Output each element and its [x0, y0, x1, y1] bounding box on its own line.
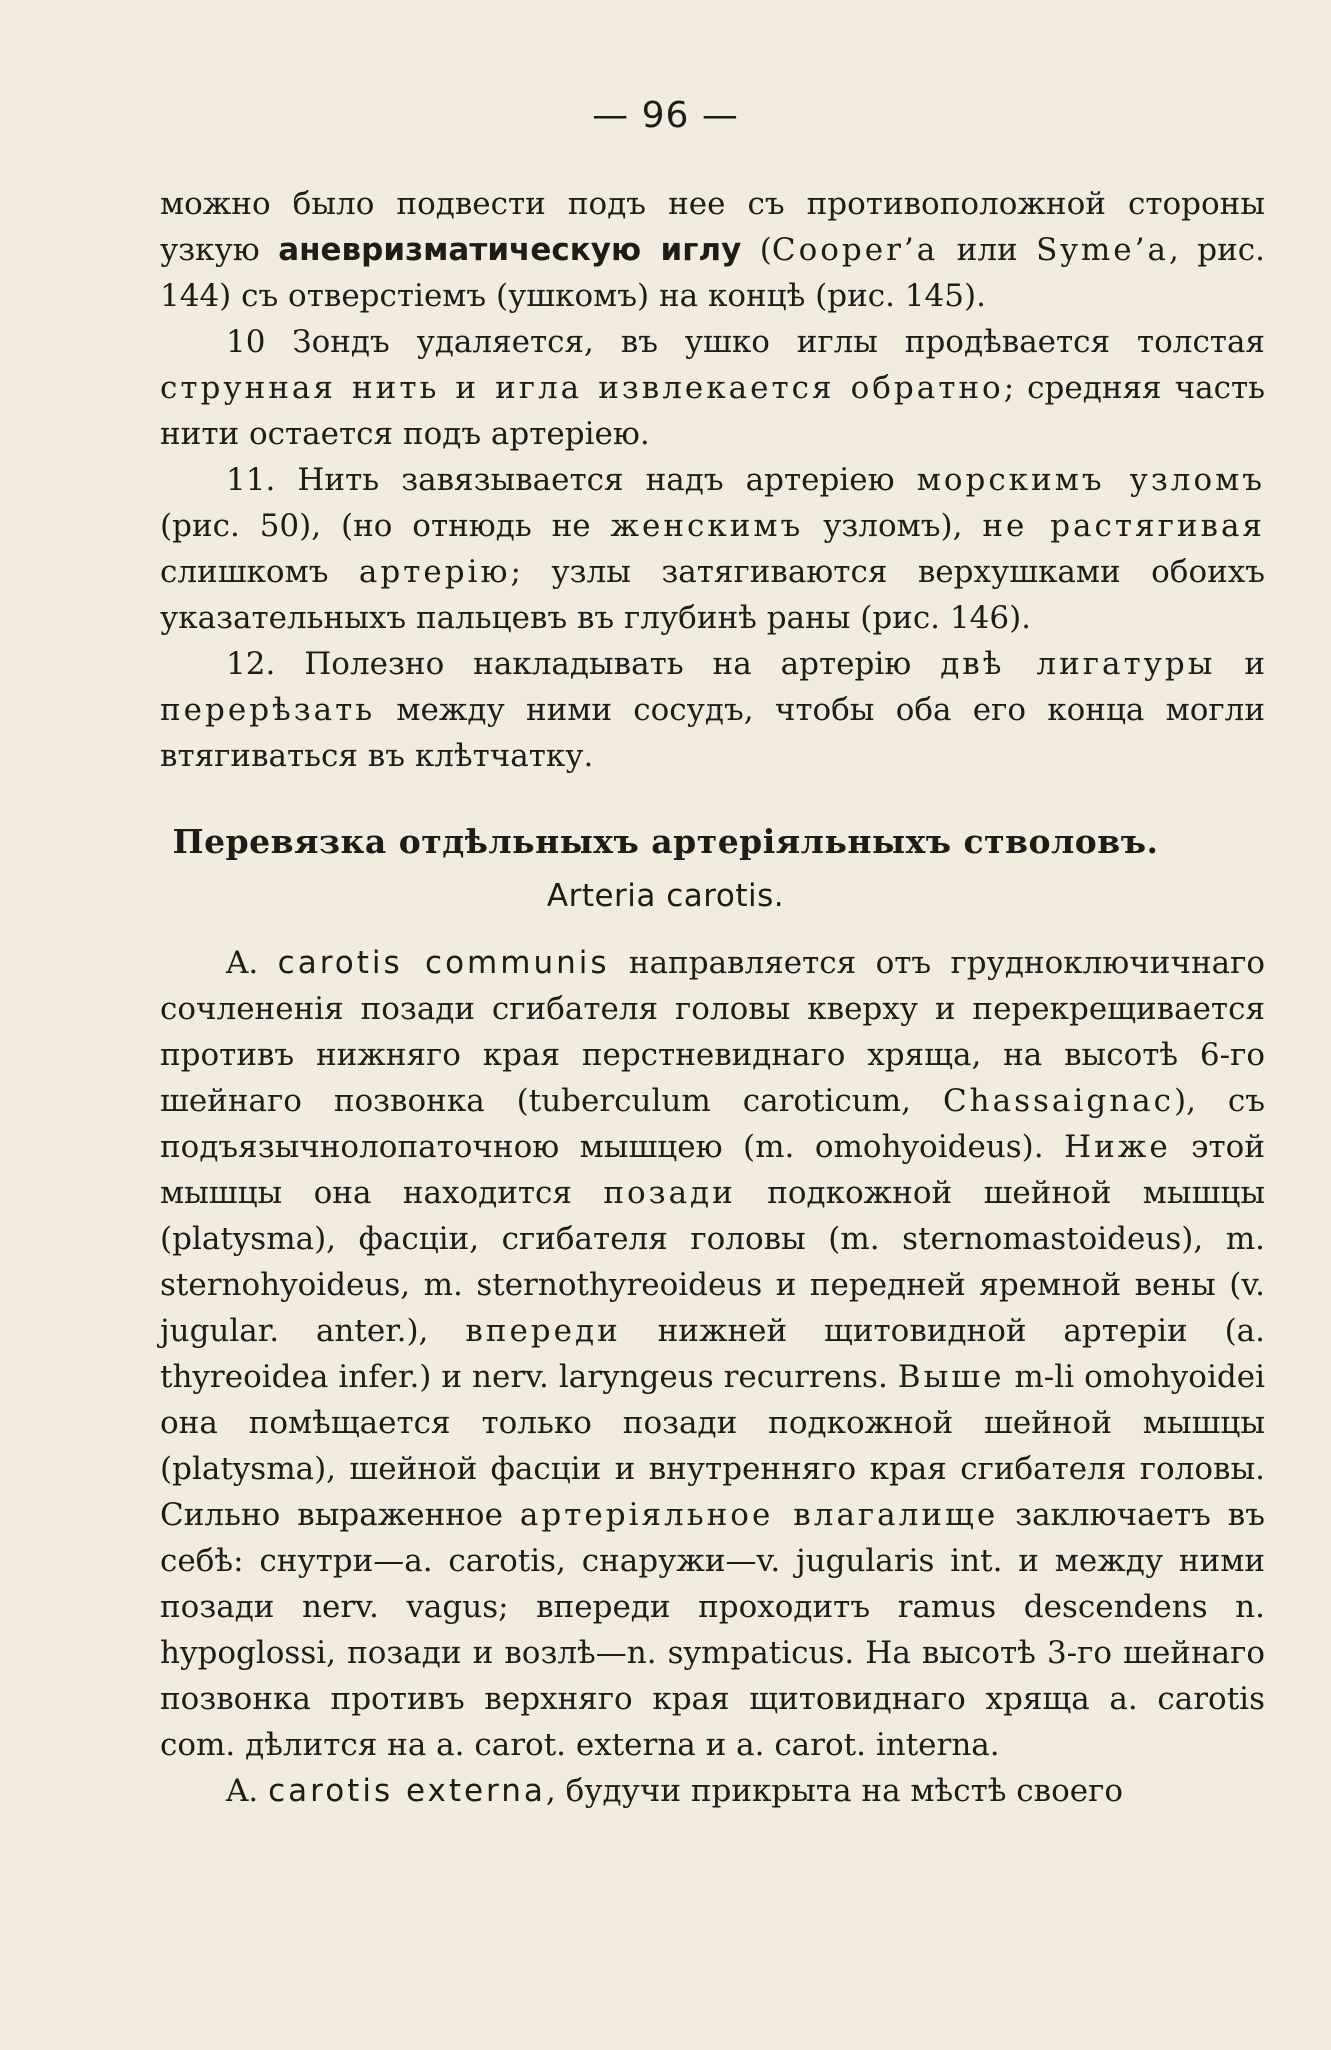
- text-segment-spaced: carotis externa: [268, 1773, 546, 1809]
- paragraph-carotis-communis: [160, 940, 1265, 1768]
- page-number: — 96 —: [592, 95, 739, 136]
- paragraph-needle: [160, 181, 1265, 319]
- text-segment: между ними сосудъ, чтобы оба его конца могли втягиваться въ клѣтчатку.: [160, 692, 1265, 774]
- text-segment-spaced: позади: [603, 1175, 736, 1211]
- text-segment: узломъ),: [803, 508, 983, 544]
- text-segment-spaced: струнная нить и игла извлекается обратно: [160, 370, 1004, 406]
- text-segment: 12. Полезно накладывать на артерію: [226, 646, 941, 682]
- text-segment: ; средняя часть нити остается подъ артеріею.: [160, 370, 1266, 452]
- text-segment: (: [741, 232, 772, 268]
- text-segment: этой мышцы она находится: [160, 1129, 1265, 1211]
- text-segment-spaced: двѣ лигатуры: [940, 646, 1216, 682]
- text-segment: и: [1215, 646, 1266, 682]
- paragraph-step-11: [160, 457, 1265, 641]
- text-segment-spaced: перерѣзать: [160, 692, 376, 728]
- text-segment: m-li omohyoidei она помѣщается только позади подкожной шейной мышцы (platysma), шейной фасціи и внутренняго края сгибателя головы. Сильно выраженное: [160, 1359, 1265, 1533]
- text-segment: можно было подвести подъ нее съ противоположной стороны узкую: [160, 186, 1265, 268]
- paragraph-step-10: [160, 319, 1265, 457]
- text-segment: ; узлы затягиваются верхушками обоихъ указательныхъ пальцевъ въ глубинѣ раны (рис. 146).: [160, 554, 1265, 636]
- text-segment: A.: [226, 1773, 269, 1809]
- text-segment: 10 Зондъ удаляется, въ ушко иглы продѣвается толстая: [226, 324, 1265, 360]
- text-segment-spaced: carotis communis: [277, 945, 610, 981]
- text-segment: слишкомъ: [160, 554, 359, 590]
- text-segment: заключаетъ въ себѣ: снутри—a. carotis, снаружи—v. jugularis int. и между ними позади nerv. vagus; впереди проходитъ ramus descendens n. hypoglossi, позади и возлѣ—n. sympaticus. На высотѣ 3-го шейнаго позвонка противъ верхняго края щитовиднаго хряща a. carotis com. дѣлится на a. carot. externa и a. carot. interna.: [160, 1497, 1265, 1763]
- text-segment-spaced: Syme’a: [1036, 232, 1169, 268]
- text-segment-spaced: Chassaignac: [942, 1083, 1174, 1119]
- text-segment-spaced: впереди: [465, 1313, 621, 1349]
- text-segment-spaced: артерію: [358, 554, 511, 590]
- paragraph-carotis-externa: [160, 1768, 1265, 1814]
- text-segment-bold: аневризматическую иглу: [278, 232, 742, 268]
- text-block-top: [160, 181, 1265, 779]
- section-subtitle: Arteria carotis.: [546, 878, 785, 914]
- text-segment-spaced: Выше: [897, 1359, 1005, 1395]
- text-segment-spaced: женскимъ: [610, 508, 804, 544]
- text-segment: или: [938, 232, 1037, 268]
- text-segment-spaced: Cooper’a: [771, 232, 939, 268]
- text-segment: (рис. 50), (но отнюдь не: [160, 508, 611, 544]
- text-segment: нижней щитовидной артеріи (a. thyreoidea infer.) и nerv. laryngeus recurrens.: [160, 1313, 1265, 1395]
- text-segment-spaced: артеріяльное влагалище: [519, 1497, 999, 1533]
- text-segment: , будучи прикрыта на мѣстѣ своего: [545, 1773, 1123, 1809]
- paragraph-step-12: [160, 641, 1265, 779]
- text-segment: подкожной шейной мышцы (platysma), фасціи, сгибателя головы (m. sternomastoideus), m. sternohyoideus, m. sternothyreoideus и передней яремной вены (v. jugular. anter.),: [160, 1175, 1265, 1349]
- text-segment: ), съ подъязычнолопаточною мышцею (m. omohyoideus).: [160, 1083, 1265, 1165]
- text-block-bottom: [160, 940, 1265, 1814]
- section-title: Перевязка отдѣльныхъ артеріяльныхъ стволовъ.: [172, 822, 1159, 861]
- text-segment: направляется отъ грудноключичнаго сочлененія позади сгибателя головы кверху и перекрещивается противъ нижняго края перстневиднаго хряща, на высотѣ 6-го шейнаго позвонка (tuberculum caroticum,: [160, 945, 1265, 1119]
- text-segment: , рис. 144) съ отверстіемъ (ушкомъ) на концѣ (рис. 145).: [160, 232, 1265, 314]
- text-segment: A.: [226, 945, 278, 981]
- text-segment: 11. Нить завязывается надъ артеріею: [226, 462, 917, 498]
- text-segment-spaced: морскимъ узломъ: [916, 462, 1265, 498]
- text-segment-spaced: не растягивая: [982, 508, 1265, 544]
- text-segment-spaced: Ниже: [1064, 1129, 1171, 1165]
